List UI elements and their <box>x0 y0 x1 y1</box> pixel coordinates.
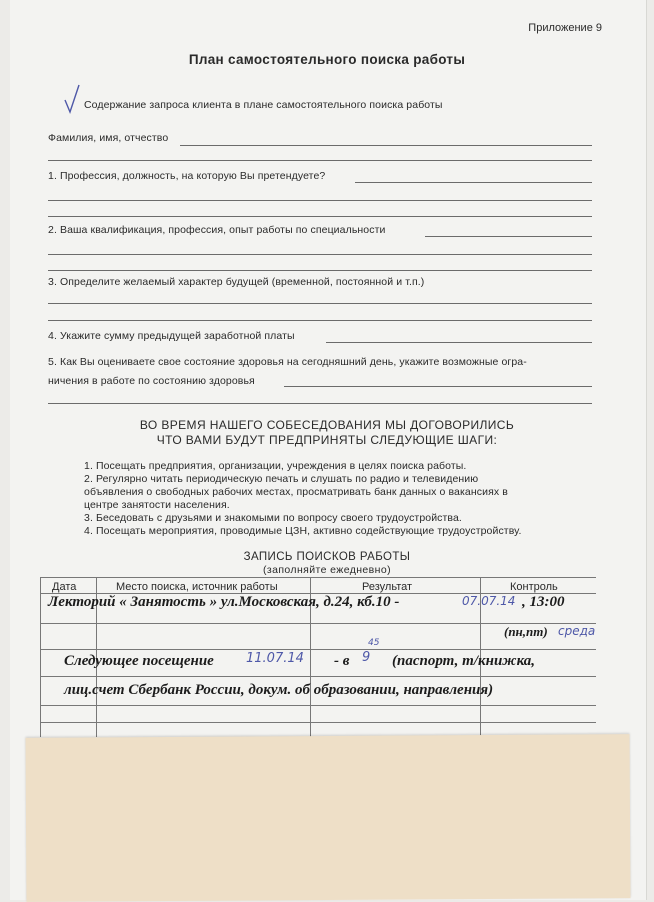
next-visit-minutes: 45 <box>368 638 380 648</box>
q4-field[interactable] <box>326 342 592 343</box>
q2-label: 2. Ваша квалификация, профессия, опыт работы по специальности <box>48 224 386 236</box>
step-item: 2. Регулярно читать периодическую печать и слушать по радио и телевидению <box>84 473 479 485</box>
next-visit-at: - в <box>334 653 350 669</box>
q1-label: 1. Профессия, должность, на которую Вы претендуете? <box>48 170 326 182</box>
column-header-result: Результат <box>362 581 413 593</box>
step-item: центре занятости населения. <box>84 499 230 511</box>
column-header-place: Место поиска, источник работы <box>116 581 278 593</box>
q2-field-line2[interactable] <box>48 254 592 255</box>
q5-field-line2[interactable] <box>48 403 592 404</box>
step-item: 1. Посещать предприятия, организации, учреждения в целях поиска работы. <box>84 460 467 472</box>
next-visit-date: 11.07.14 <box>246 651 304 666</box>
agreement-heading-line1: ВО ВРЕМЯ НАШЕГО СОБЕСЕДОВАНИЯ МЫ ДОГОВОРИЛИСЬ <box>139 418 515 432</box>
step-item: 3. Беседовать с друзьями и знакомыми по вопросу своего трудоустройства. <box>84 512 462 524</box>
log-title: ЗАПИСЬ ПОИСКОВ РАБОТЫ <box>243 551 411 563</box>
entry-time: , 13:00 <box>522 594 565 610</box>
q4-label: 4. Укажите сумму предыдущей заработной платы <box>48 330 295 342</box>
q2-field[interactable] <box>425 236 592 237</box>
entry-date-handwritten: 07.07.14 <box>462 594 516 608</box>
page-title: План самостоятельного поиска работы <box>188 52 466 67</box>
next-visit-documents: (паспорт, т/книжка, <box>392 653 536 669</box>
q5-label-line2: ничения в работе по состоянию здоровья <box>48 375 255 387</box>
q5-label-line1: 5. Как Вы оцениваете свое состояние здоровья на сегодняшний день, укажите возможные огра- <box>48 356 527 368</box>
next-visit-hour: 9 <box>362 650 371 665</box>
overlapping-paper-sheet <box>26 734 631 902</box>
next-visit-documents-cont: лиц.счет Сбербанк России, докум. об образовании, направления) <box>64 682 494 698</box>
q2-field-line3[interactable] <box>48 270 592 271</box>
entry-control-handwritten: среда <box>558 624 596 638</box>
q1-field[interactable] <box>355 182 592 183</box>
q3-label: 3. Определите желаемый характер будущей (временной, постоянной и т.п.) <box>48 276 425 288</box>
checkmark-icon <box>64 84 80 114</box>
q3-field[interactable] <box>48 303 592 304</box>
column-header-control: Контроль <box>510 581 558 593</box>
q1-field-line2[interactable] <box>48 200 592 201</box>
entry-days: (пн,пт) <box>504 624 548 639</box>
fio-label: Фамилия, имя, отчество <box>48 132 169 144</box>
agreement-heading-line2: ЧТО ВАМИ БУДУТ ПРЕДПРИНЯТЫ СЛЕДУЮЩИЕ ШАГИ: <box>156 433 498 447</box>
step-item: объявления о свободных рабочих местах, просматривать банк данных о вакансиях в <box>84 486 508 498</box>
entry-venue: Лекторий « Занятость » ул.Московская, д.24, кб.10 - <box>48 594 400 610</box>
fio-field[interactable] <box>180 145 592 146</box>
q5-field[interactable] <box>284 386 592 387</box>
intro-text: Содержание запроса клиента в плане самостоятельного поиска работы <box>84 99 443 111</box>
next-visit-label: Следующее посещение <box>64 653 214 669</box>
fio-field-line2[interactable] <box>48 160 592 161</box>
log-subtitle: (заполняйте ежедневно) <box>262 564 391 576</box>
q1-field-line3[interactable] <box>48 216 592 217</box>
column-header-date: Дата <box>52 581 77 593</box>
appendix-label: Приложение 9 <box>528 22 602 34</box>
q3-field-line2[interactable] <box>48 320 592 321</box>
step-item: 4. Посещать мероприятия, проводимые ЦЗН, активно содействующие трудоустройству. <box>84 525 522 537</box>
